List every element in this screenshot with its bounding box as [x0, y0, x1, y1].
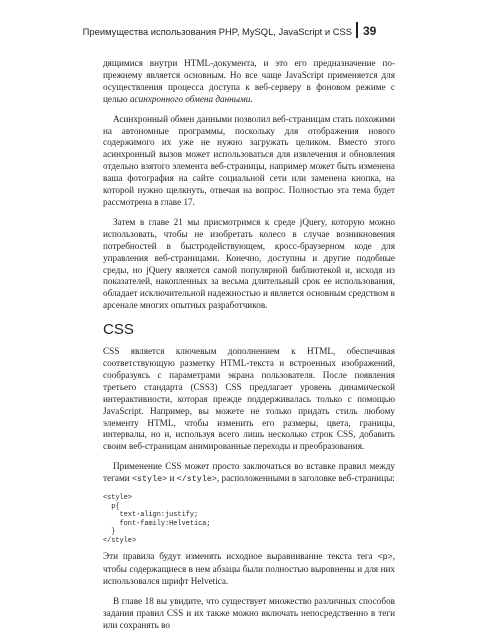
section-heading-css: CSS	[103, 321, 134, 339]
paragraph-4: CSS является ключевым дополнением к HTML, обеспечивая соответствующую разметку HTML-текста и встроенных изображений, сообразуясь с параметрами экрана пользователя. После появления третьего стандарта (CSS3) CSS предлагает уровень динамической интерактивности, которая прежде поддерживалась только с помощью JavaScript. Например, вы можете не только придать стиль любому элементу HTML, чтобы изменить его размеры, цвета, границы, интервалы, но и, используя всего лишь несколько строк CSS, добавить своим веб-страницам анимированные переходы и преобразования.	[103, 346, 395, 452]
p-tag: <p>	[377, 552, 393, 563]
paragraph-2: Асинхронный обмен данными позволил веб-страницам стать похожими на автономные программы, поскольку для отображения нового содержимого их уже не нужно загружать целиком. Вместо этого асинхронный вызов может использоваться для извлечения и обновления отдельно взятого элемента веб-страницы, например может быть изменена ваша фотография на сайте социальной сети или заменена кнопка, на которой нужно щелкнуть, отвечая на вопрос. Полностью эта тема будет рассмотрена в главе 17.	[103, 113, 396, 207]
paragraph-1	[103, 58, 395, 106]
paragraph-5	[103, 461, 395, 486]
paragraph-6-end: , чтобы содержащиеся в нем абзацы были полностью выровнены и для них использовался шрифт Helvetica.	[103, 551, 395, 586]
page-body	[103, 58, 395, 640]
code-listing: <style> p{ text-align:justify; font-family:Helvetica; } </style>	[103, 494, 211, 545]
paragraph-1-text: дящимися внутри HTML-документа, и это его предназначение по-прежнему является основным. Но все чаще JavaScript применяется для осуществления процесса доступа к веб-серверу в фоновом режиме с целью	[103, 58, 395, 104]
paragraph-5-and: и	[167, 473, 177, 484]
paragraph-1-emphasis: асинхронного обмена данными	[129, 93, 251, 104]
paragraph-6-text: Эти правила будут изменять исходное выравнивание текста тега	[103, 551, 378, 562]
paragraph-1-end: .	[250, 93, 253, 104]
paragraph-5-text: Применение CSS может просто заключаться во вставке правил между тегами	[103, 461, 395, 484]
running-header-title: Преимущества использования PHP, MySQL, JavaScript и CSS	[82, 26, 352, 37]
paragraph-5-end: , расположенными в заголовке веб-страницы:	[216, 473, 395, 484]
style-open-tag: <style>	[131, 474, 168, 485]
header-divider	[356, 22, 358, 38]
paragraph-7: В главе 18 вы увидите, что существует множество различных способов задания правил CSS и их также можно включать непосредственно в теги или сохранять во	[103, 595, 395, 630]
style-close-tag: </style>	[176, 474, 217, 485]
paragraph-3: Затем в главе 21 мы присмотримся к среде jQuery, которую можно использовать, чтобы не изобретать колесо в случае возникновения потребностей в быстродействующем, кросс-браузерном коде для управления веб-страницами. Конечно, доступны и другие подобные среды, но jQuery является самой популярной библиотекой и, исходя из показателей, накопленных за весьма длительный срок ее использования, обладает исключительной надежностью и является основным средством в арсенале многих опытных разработчиков.	[103, 216, 395, 311]
paragraph-6	[103, 551, 395, 588]
running-header	[0, 20, 500, 40]
page-number: 39	[363, 24, 377, 38]
